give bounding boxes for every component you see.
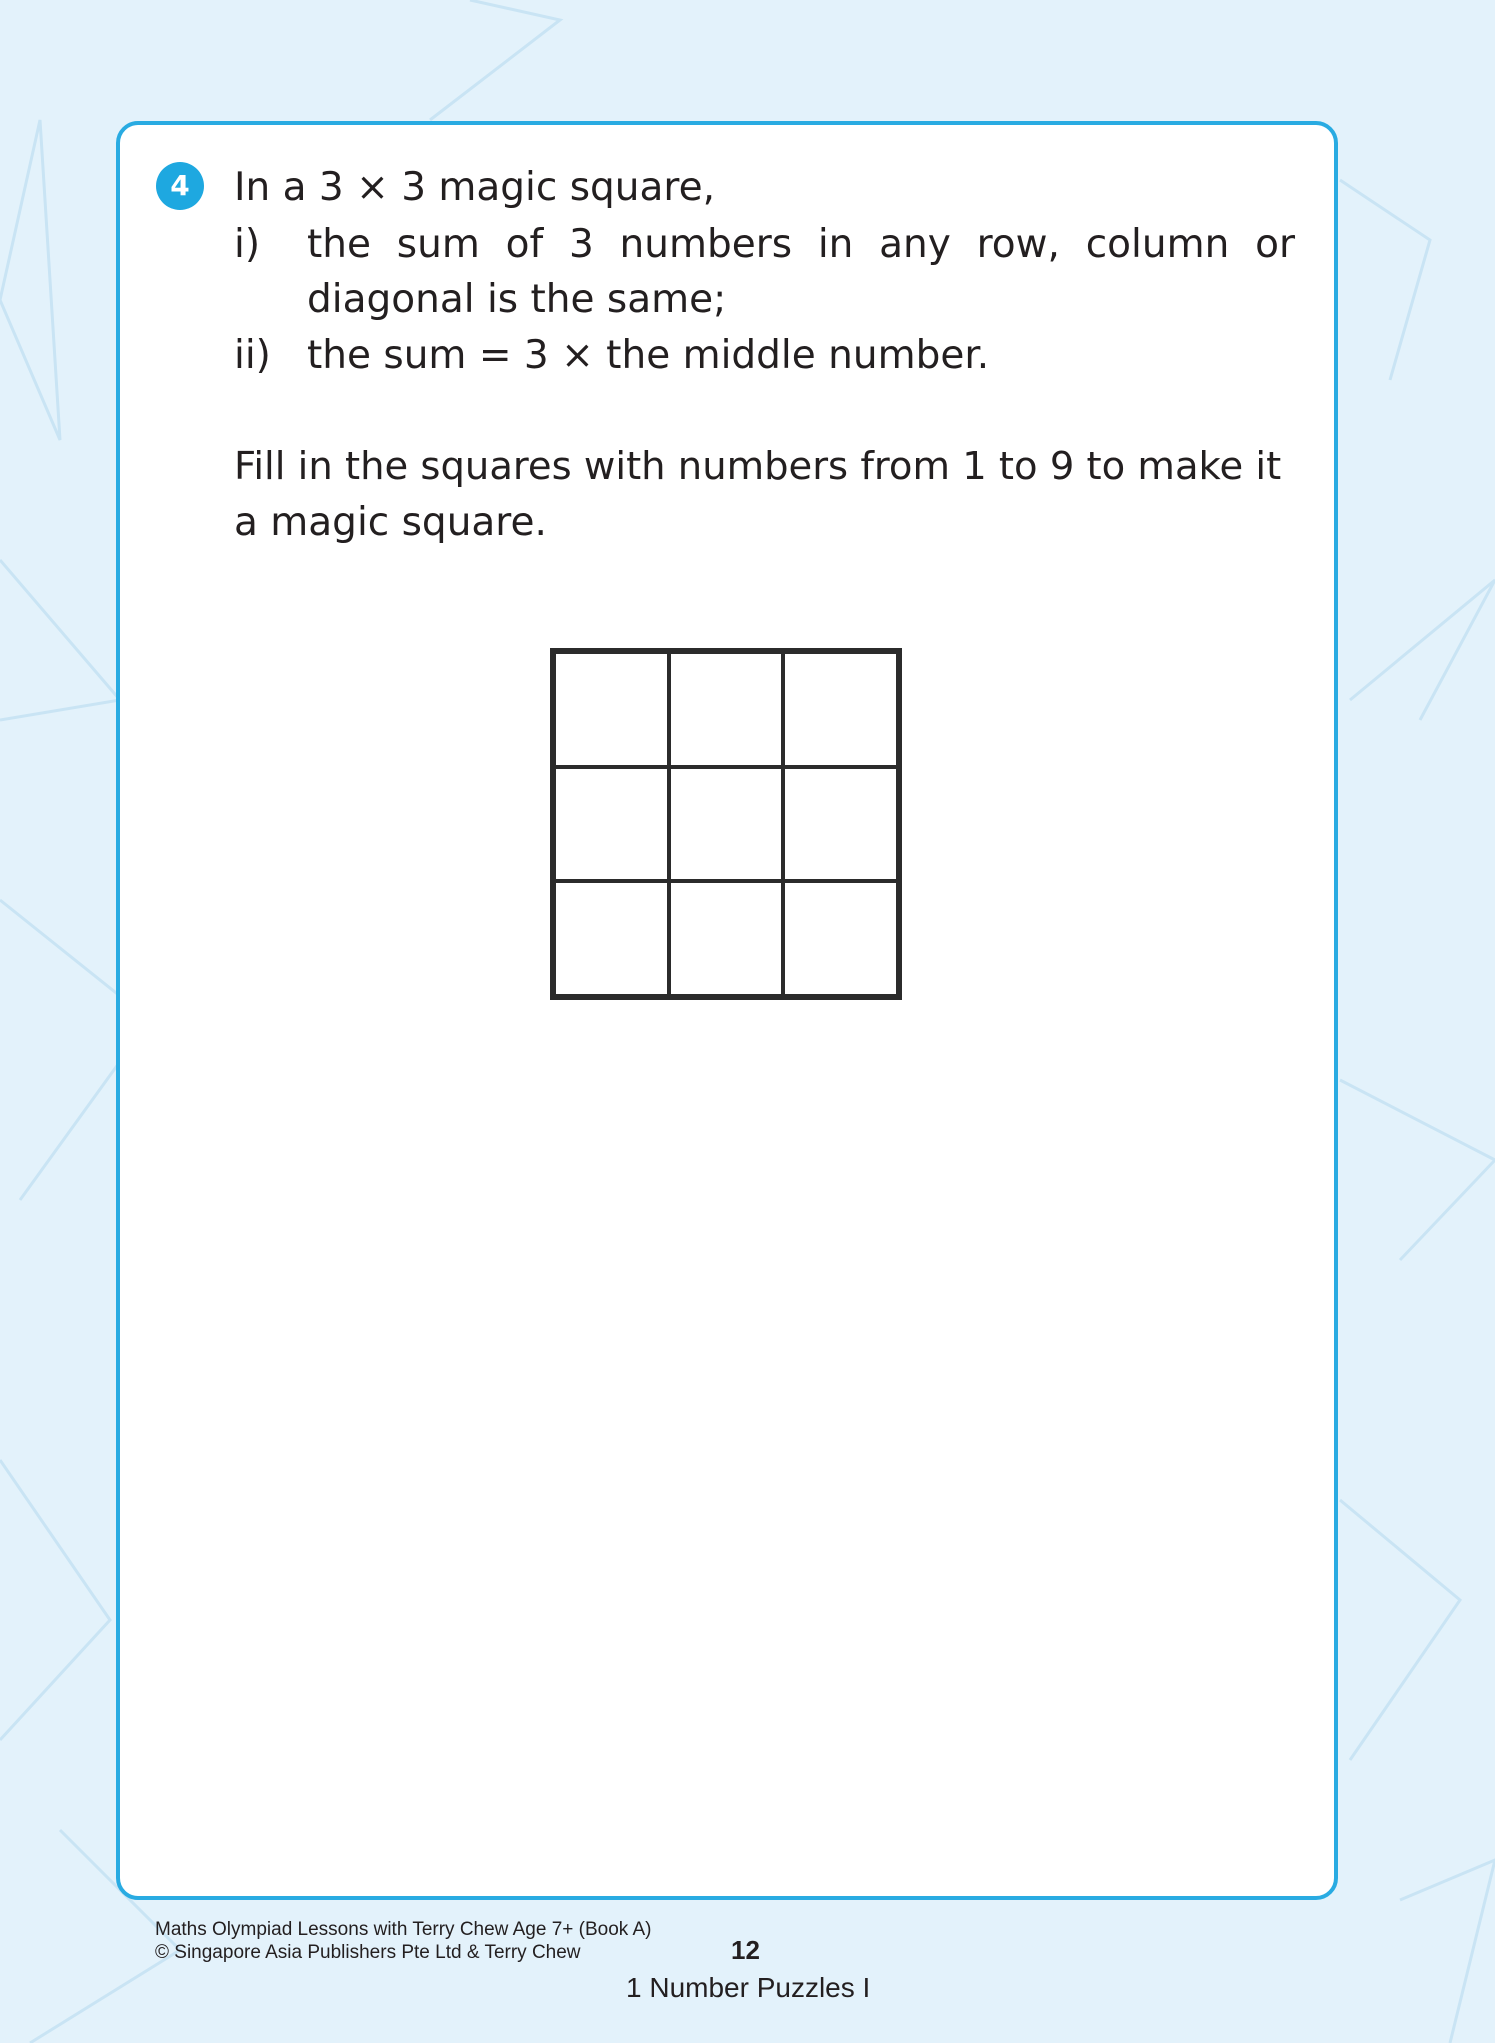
grid-cell[interactable]: [554, 652, 669, 767]
grid-cell[interactable]: [783, 881, 898, 996]
condition-i-word: the: [307, 222, 372, 267]
question-intro: In a 3 × 3 magic square,: [234, 165, 715, 210]
footer-copyright: © Singapore Asia Publishers Pte Ltd & Terry Chew: [155, 1942, 581, 1963]
condition-ii-line1: the sum = 3 × the middle number.: [307, 333, 990, 378]
condition-i-line2: diagonal is the same;: [307, 277, 727, 322]
page-number: 12: [731, 1935, 760, 1965]
grid-cell[interactable]: [554, 881, 669, 996]
condition-marker-i: i): [234, 222, 261, 267]
condition-i-word: 3: [568, 222, 594, 267]
condition-i-word: sum: [396, 222, 480, 267]
question-number-badge: 4: [156, 162, 204, 210]
condition-i-word: or: [1255, 222, 1295, 267]
footer-chapter: 1 Number Puzzles I: [626, 1972, 871, 2003]
condition-i-word: of: [505, 222, 544, 267]
condition-i-word: in: [817, 222, 854, 267]
grid-cell[interactable]: [554, 767, 669, 882]
grid-cell[interactable]: [669, 881, 784, 996]
condition-i-word: row,: [976, 222, 1060, 267]
condition-i-word: numbers: [619, 222, 793, 267]
magic-square-grid: [550, 648, 902, 1000]
footer-book-title: Maths Olympiad Lessons with Terry Chew Age 7+ (Book A): [155, 1919, 652, 1940]
instruction-line1: Fill in the squares with numbers from 1 to 9 to make it: [234, 444, 1282, 489]
grid-cell[interactable]: [669, 767, 784, 882]
condition-i-word: any: [879, 222, 951, 267]
instruction-line2: a magic square.: [234, 500, 547, 545]
grid-cell[interactable]: [783, 652, 898, 767]
grid-cell[interactable]: [783, 767, 898, 882]
grid-cell[interactable]: [669, 652, 784, 767]
question-card: [116, 121, 1338, 1900]
condition-i-word: column: [1085, 222, 1230, 267]
condition-i-line1: [307, 217, 1295, 273]
condition-marker-ii: ii): [234, 333, 271, 378]
